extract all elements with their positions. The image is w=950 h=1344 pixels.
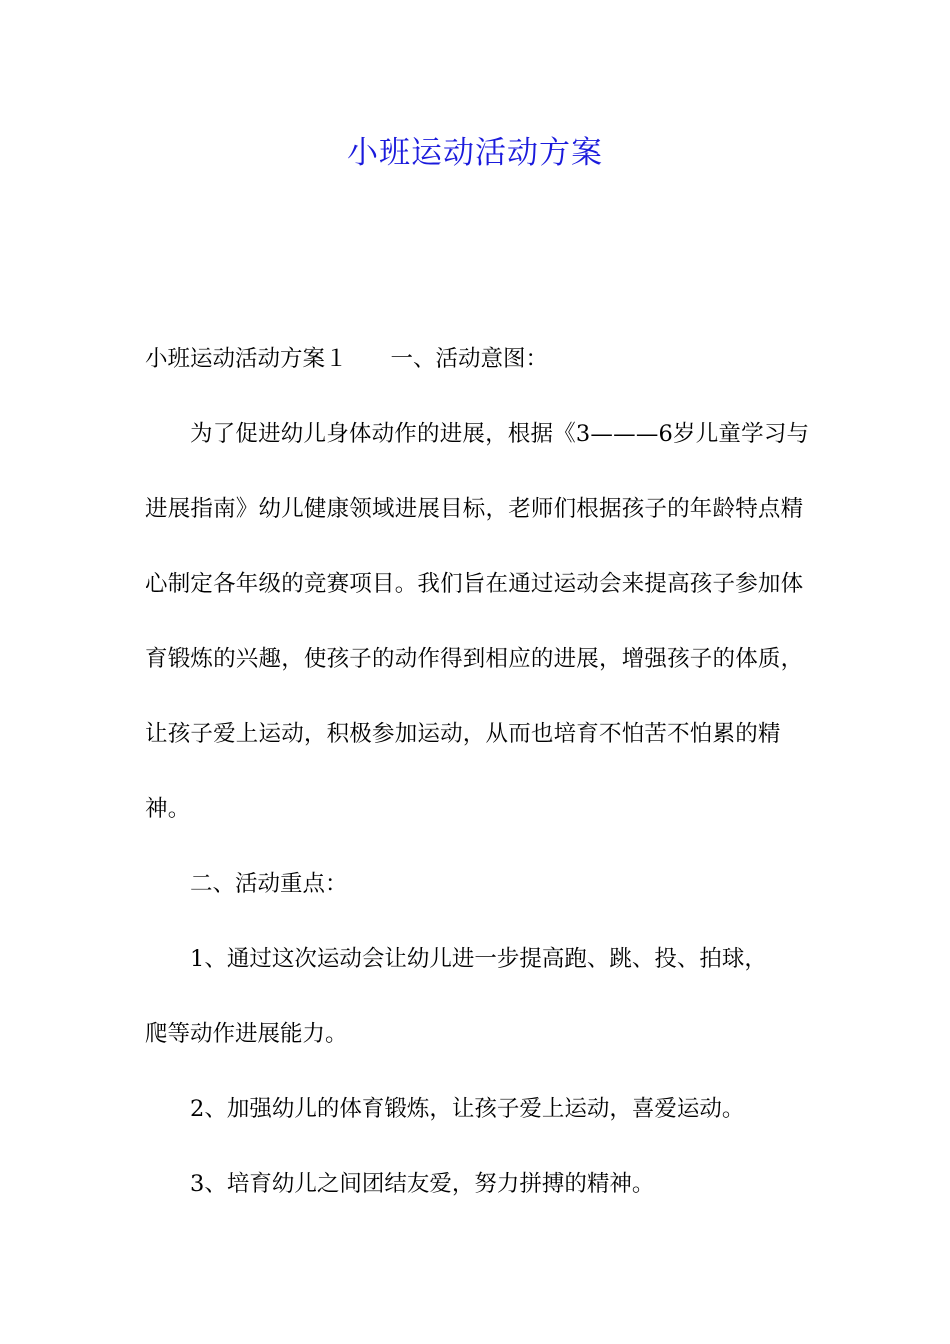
point-3: 3、培育幼儿之间团结友爱，努力拼搏的精神。 bbox=[190, 1171, 655, 1197]
section2-heading: 二、活动重点： bbox=[190, 871, 348, 897]
point-1-line-2: 爬等动作进展能力。 bbox=[145, 1021, 348, 1047]
document-title: 小班运动活动方案 bbox=[347, 135, 603, 171]
point-2: 2、加强幼儿的体育锻炼，让孩子爱上运动，喜爱运动。 bbox=[190, 1096, 745, 1122]
plan-label: 小班运动活动方案１ bbox=[145, 346, 348, 372]
section1-heading: 一、活动意图： bbox=[390, 346, 548, 372]
plan-heading-line bbox=[145, 322, 810, 397]
point-1-line-1: 1、通过这次运动会让幼儿进一步提高跑、跳、投、拍球， bbox=[190, 946, 767, 972]
intent-paragraph: 为了促进幼儿身体动作的进展，根据《3———6岁儿童学习与进展指南》幼儿健康领域进展目标，老师们根据孩子的年龄特点精心制定各年级的竞赛项目。我们旨在通过运动会来提高孩子参加体育锻炼的兴趣，使孩子的动作得到相应的进展，增强孩子的体质，让孩子爱上运动，积极参加运动，从而也培育不怕苦不怕累的精神。 bbox=[145, 421, 810, 822]
